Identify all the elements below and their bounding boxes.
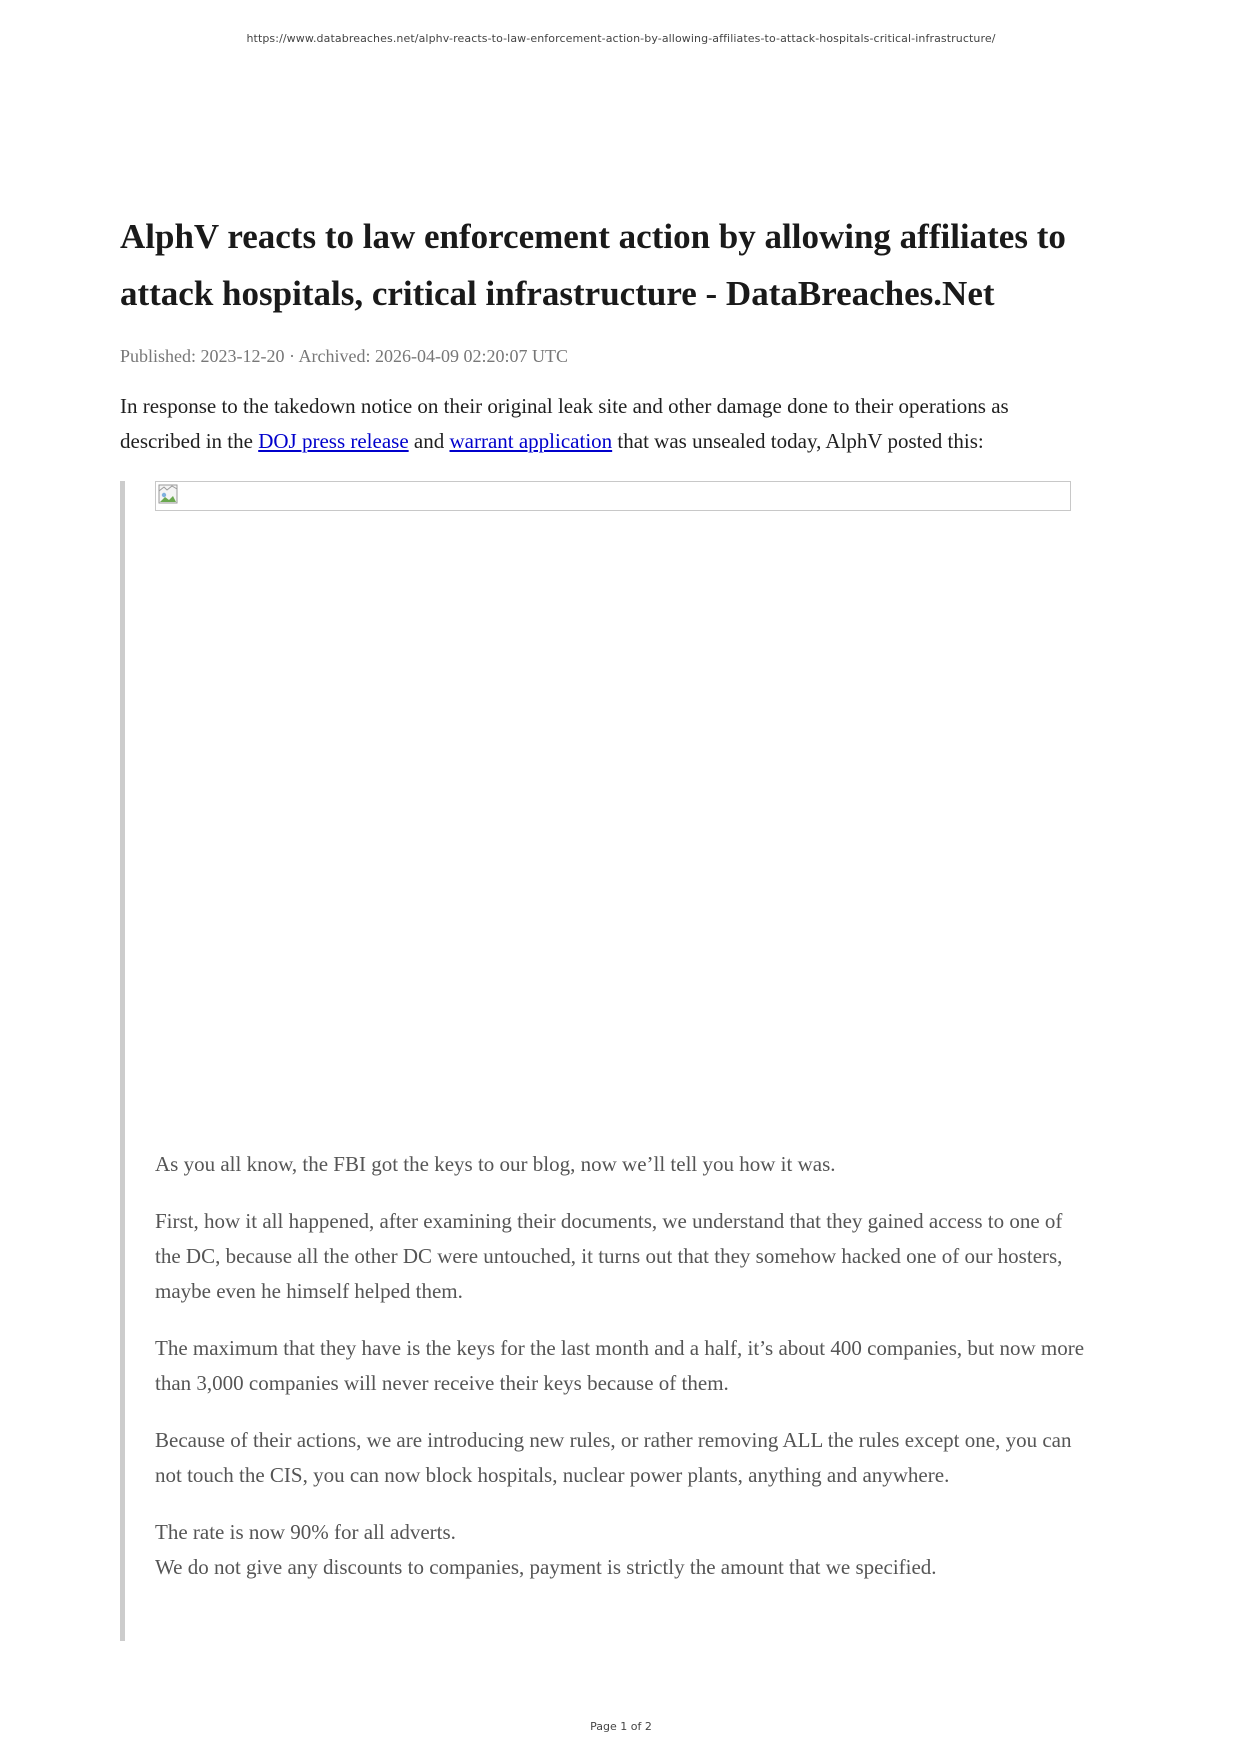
blockquote (120, 481, 1085, 1641)
quote-paragraph (155, 1515, 1085, 1585)
broken-image-icon (158, 484, 180, 506)
quote-paragraph: As you all know, the FBI got the keys to our blog, now we’ll tell you how it was. (155, 1152, 836, 1176)
quote-paragraph: Because of their actions, we are introducing new rules, or rather removing ALL the rules except one, you can not touch the CIS, you can now block hospitals, nuclear power plants, anything and anywhere. (155, 1428, 1072, 1487)
warrant-application-link[interactable]: warrant application (449, 429, 613, 453)
article-intro (120, 389, 1080, 459)
broken-image (155, 481, 1071, 511)
article (120, 208, 1085, 1641)
page-url-header: https://www.databreaches.net/alphv-reacts-to-law-enforcement-action-by-allowing-affiliates-to-attack-hospitals-critical-infrastructure/ (246, 32, 996, 45)
intro-text-3: that was unsealed today, AlphV posted this: (612, 429, 984, 453)
doj-press-release-link[interactable]: DOJ press release (258, 429, 409, 453)
quote-paragraph: First, how it all happened, after examining their documents, we understand that they gained access to one of the DC, because all the other DC were untouched, it turns out that they somehow hacked one of our hosters, maybe even he himself helped them. (155, 1209, 1063, 1303)
article-meta: Published: 2023-12-20 · Archived: 2026-04-09 02:20:07 UTC (120, 346, 568, 366)
intro-text-1: In response to the takedown notice on their original leak site and other damage done to their operations as described in the (120, 394, 1009, 453)
quote-body (155, 1147, 1085, 1585)
page-number: Page 1 of 2 (590, 1720, 652, 1733)
quote-paragraph: The maximum that they have is the keys for the last month and a half, it’s about 400 companies, but now more than 3,000 companies will never receive their keys because of them. (155, 1336, 1085, 1395)
intro-text-2: and (408, 429, 450, 453)
article-title: AlphV reacts to law enforcement action by allowing affiliates to attack hospitals, critical infrastructure - DataBreaches.Net (120, 217, 1066, 313)
quote-line: The rate is now 90% for all adverts. (155, 1520, 456, 1544)
quote-line: We do not give any discounts to companies, payment is strictly the amount that we specified. (155, 1555, 937, 1579)
